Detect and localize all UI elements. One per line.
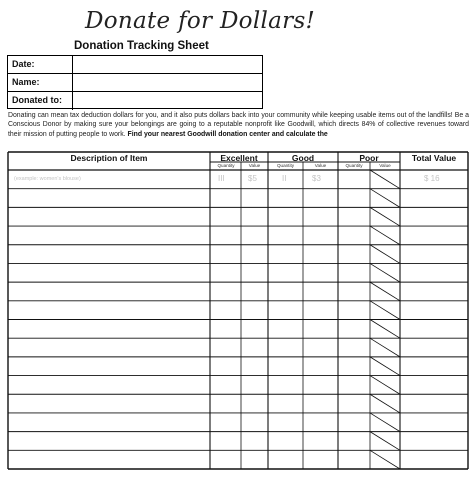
poor-value-strike — [370, 357, 400, 376]
example-good-value: $3 — [312, 174, 321, 183]
poor-value-strike — [370, 189, 400, 208]
poor-value-strike — [370, 338, 400, 357]
donated-to-label: Donated to: — [12, 95, 62, 105]
good-quantity-header: Quantity — [276, 163, 295, 168]
example-good-quantity: II — [282, 174, 287, 183]
poor-value-strike — [370, 432, 400, 451]
poor-value-strike — [370, 301, 400, 320]
poor-value-strike — [370, 450, 400, 469]
example-excellent-quantity: III — [218, 174, 225, 183]
poor-value-strike — [370, 394, 400, 413]
blurb-line-3: collective revenues toward their mission of putting people to work. — [8, 121, 469, 138]
poor-value-strike — [370, 413, 400, 432]
poor-value-strike — [370, 226, 400, 245]
date-label: Date: — [12, 59, 35, 69]
poor-value-strike — [370, 170, 400, 189]
example-description: (example: women's blouse) — [14, 176, 81, 182]
blurb-line-2: landfills! Be a Conscious Donor by making sure your belongings are going to a reputable nonprofit like Goodwill, which directs 84% of — [8, 112, 470, 129]
poor-value-strike — [370, 282, 400, 301]
poor-value-strike — [370, 207, 400, 226]
excellent-value-header: Value — [248, 163, 261, 168]
form-title: Donate for Dollars! — [85, 8, 316, 34]
poor-value-strike — [370, 245, 400, 264]
name-label: Name: — [12, 77, 40, 87]
blurb-call-to-action: Find your nearest Goodwill donation center and calculate the — [127, 130, 328, 138]
poor-value-strike — [370, 376, 400, 395]
poor-value-header: Value — [379, 163, 391, 168]
poor-value-strike — [370, 320, 400, 339]
good-value-header: Value — [314, 163, 327, 168]
col-header-description: Description of Item — [70, 153, 148, 163]
col-header-total: Total Value — [411, 153, 457, 163]
poor-value-strike — [370, 263, 400, 282]
excellent-quantity-header: Quantity — [217, 163, 235, 168]
col-header-poor: Poor — [359, 153, 379, 163]
example-excellent-value: $5 — [248, 174, 257, 183]
example-total-value: $ 16 — [424, 174, 440, 183]
form-subtitle: Donation Tracking Sheet — [74, 40, 209, 52]
col-header-good: Good — [291, 153, 315, 163]
col-header-excellent: Excellent — [220, 153, 258, 163]
blurb-line-1: Donating can mean tax deduction dollars for you, and it also puts dollars back into your community while keeping usable items out of the — [8, 112, 426, 119]
poor-quantity-header: Quantity — [345, 163, 363, 168]
